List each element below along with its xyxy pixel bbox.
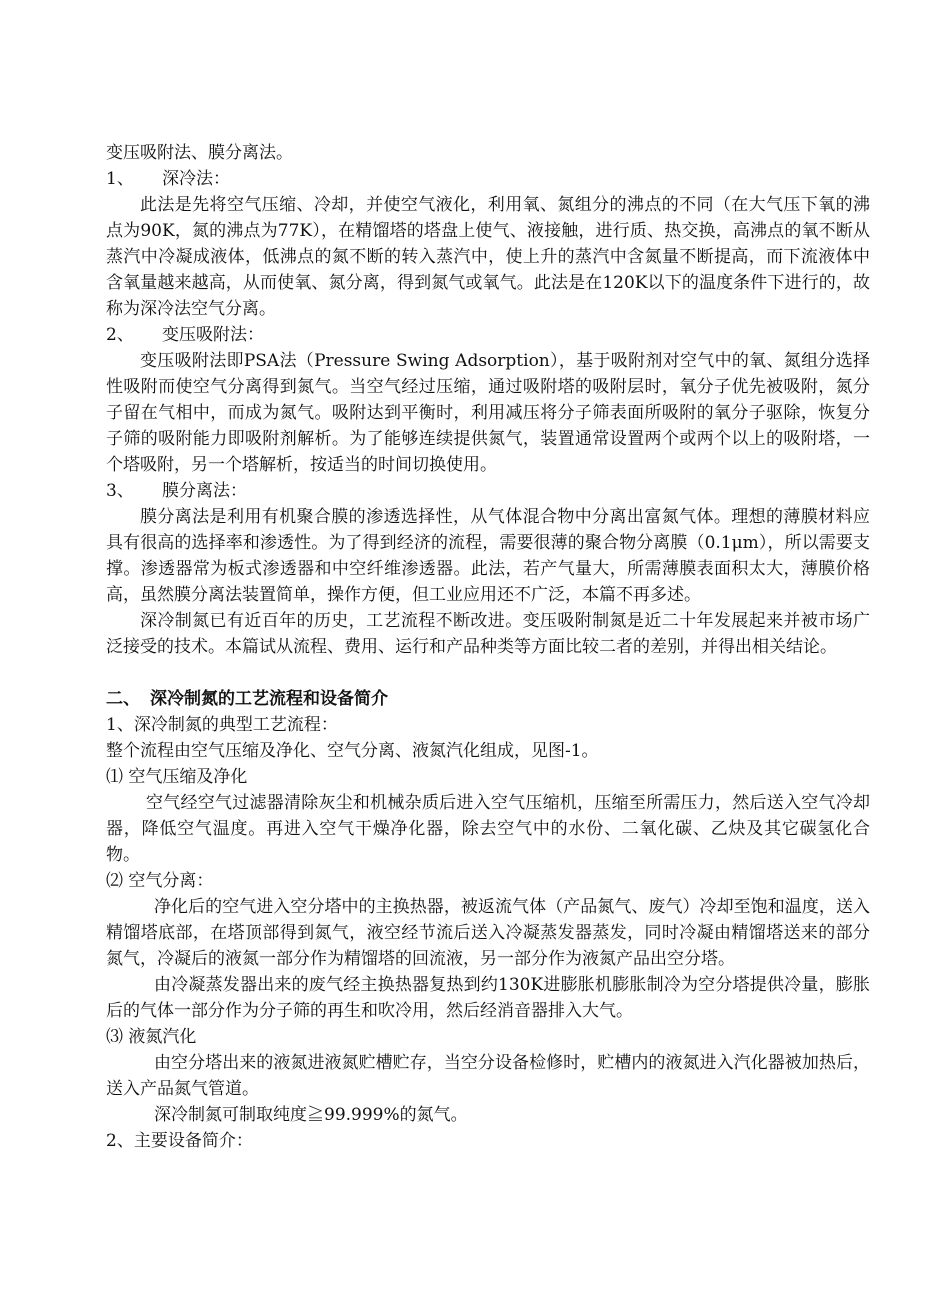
heading-membrane	[106, 478, 870, 504]
item-title-vaporization: ⑶ 液氮汽化	[106, 1027, 197, 1047]
heading-cryogenic	[106, 166, 870, 192]
paragraph-purity: 深冷制氮可制取纯度≧99.999%的氮气。	[154, 1105, 468, 1125]
item-title-separation: ⑵ 空气分离：	[106, 871, 214, 891]
section-number: 二、	[106, 689, 140, 709]
subsection-title-process: 1、深冷制氮的典型工艺流程：	[106, 715, 338, 735]
intro-tail-text: 变压吸附法、膜分离法。	[106, 143, 293, 163]
heading-number: 2、	[106, 325, 134, 345]
heading-title: 深冷法：	[162, 169, 230, 189]
paragraph-compression: 空气经空气过滤器清除灰尘和机械杂质后进入空气压缩机，压缩至所需压力，然后送入空气冷却器，降低空气温度。再进入空气干燥净化器，除去空气中的水份、二氧化碳、乙炔及其它碳氢化合物。	[106, 793, 870, 865]
paragraph-separation-2: 由冷凝蒸发器出来的废气经主换热器复热到约130K进膨胀机膨胀制冷为空分塔提供冷量，膨胀后的气体一部分作为分子筛的再生和吹冷用，然后经消音器排入大气。	[106, 975, 870, 1021]
item-title-compression: ⑴ 空气压缩及净化	[106, 767, 248, 787]
paragraph-separation-1: 净化后的空气进入空分塔中的主换热器，被返流气体（产品氮气、废气）冷却至饱和温度，送入精馏塔底部，在塔顶部得到氮气，液空经节流后送入冷凝蒸发器蒸发，同时冷凝由精馏塔送来的部分氮气，冷凝后的液氮一部分作为精馏塔的回流液，另一部分作为液氮产品出空分塔。	[106, 897, 870, 969]
heading-title: 变压吸附法：	[162, 325, 264, 345]
section-heading: 深冷制氮的工艺流程和设备简介	[150, 689, 388, 709]
paragraph-psa: 变压吸附法即PSA法（Pressure Swing Adsorption），基于吸附剂对空气中的氧、氮组分选择性吸附而使空气分离得到氮气。当空气经过压缩，通过吸附塔的吸附层时，氧分子优先被吸附，氮分子留在气相中，而成为氮气。吸附达到平衡时，利用减压将分子筛表面所吸附的氧分子驱除，恢复分子筛的吸附能力即吸附剂解析。为了能够连续提供氮气，装置通常设置两个或两个以上的吸附塔，一个塔吸附，另一个塔解析，按适当的时间切换使用。	[106, 351, 870, 475]
paragraph-vaporization: 由空分塔出来的液氮进液氮贮槽贮存，当空分设备检修时，贮槽内的液氮进入汽化器被加热后，送入产品氮气管道。	[106, 1053, 870, 1099]
paragraph-membrane: 膜分离法是利用有机聚合膜的渗透选择性，从气体混合物中分离出富氮气体。理想的薄膜材料应具有很高的选择率和渗透性。为了得到经济的流程，需要很薄的聚合物分离膜（0.1μm），所以需要支撑。渗透器常为板式渗透器和中空纤维渗透器。此法，若产气量大，所需薄膜表面积太大，薄膜价格高，虽然膜分离法装置简单，操作方便，但工业应用还不广泛，本篇不再多述。	[106, 507, 870, 605]
paragraph-cryogenic: 此法是先将空气压缩、冷却，并使空气液化，利用氧、氮组分的沸点的不同（在大气压下氧的沸点为90K，氮的沸点为77K），在精馏塔的塔盘上使气、液接触，进行质、热交换，高沸点的氧不断从蒸汽中冷凝成液体，低沸点的氮不断的转入蒸汽中，使上升的蒸汽中含氮量不断提高，而下流液体中含氧量越来越高，从而使氧、氮分离，得到氮气或氧气。此法是在120K以下的温度条件下进行的，故称为深冷法空气分离。	[106, 195, 870, 319]
heading-number: 3、	[106, 481, 134, 501]
subsection-title-equipment: 2、主要设备简介：	[106, 1131, 253, 1151]
heading-number: 1、	[106, 169, 134, 189]
document-page	[106, 140, 870, 1154]
heading-title: 膜分离法：	[162, 481, 247, 501]
process-intro: 整个流程由空气压缩及净化、空气分离、液氮汽化组成，见图-1。	[106, 741, 599, 761]
heading-psa	[106, 322, 870, 348]
paragraph-summary: 深冷制氮已有近百年的历史，工艺流程不断改进。变压吸附制氮是近二十年发展起来并被市场广泛接受的技术。本篇试从流程、费用、运行和产品种类等方面比较二者的差别，并得出相关结论。	[106, 611, 870, 657]
section-title-2	[106, 686, 870, 712]
